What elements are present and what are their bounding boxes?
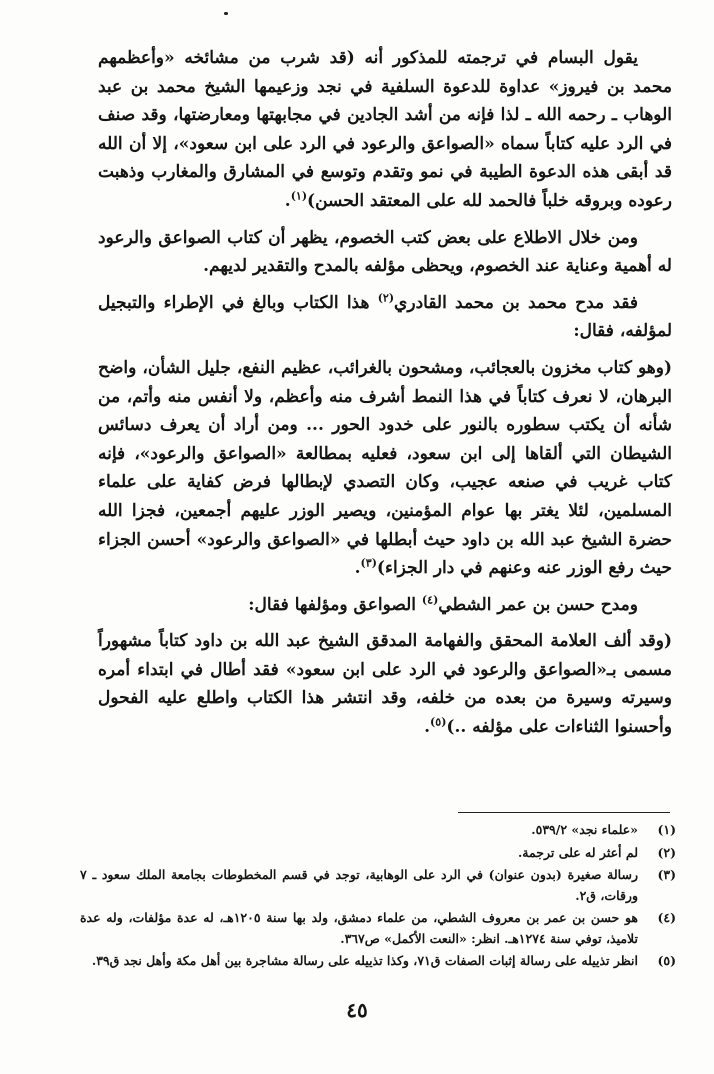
paragraph-4-text-before: ومدح حسن بن عمر الشطي — [438, 594, 638, 615]
main-text-block — [98, 44, 672, 750]
footnote-text: انظر تذييله على رسالة إثبات الصفات ق٧١، وكذا تذييله على رسالة مشاجرة بين أهل مكة وأهل نجد ق٣٩. — [91, 953, 638, 968]
footnote-number: (٤) — [657, 910, 676, 925]
paragraph-2-text: ومن خلال الاطلاع على بعض كتب الخصوم، يظهر أن كتاب الصواعق والرعود له أهمية وعناية عند الخصوم، ويحظى مؤلفه بالمدح والتقدير لديهم. — [98, 227, 672, 277]
footnote-number: (١) — [657, 822, 676, 837]
paragraph-4 — [98, 591, 672, 620]
footnote-number: (٣) — [657, 867, 676, 882]
footnote-separator — [458, 812, 670, 813]
paragraph-3 — [98, 289, 672, 346]
footnote-ref-2[interactable]: (٢) — [377, 291, 395, 305]
quote-1-end: . — [354, 558, 361, 579]
footnote-text: رسالة صغيرة (بدون عنوان) في الرد على الوهابية، توجد في قسم المخطوطات بجامعة الملك سعود ـ ٧ ورقات، ق٢. — [80, 867, 638, 903]
footnote — [80, 865, 676, 906]
paragraph-2 — [98, 224, 672, 281]
paragraph-3-text-after: هذا الكتاب وبالغ في الإطراء والتبجيل لمؤلفه، فقال: — [98, 292, 672, 342]
quote-2 — [98, 627, 672, 741]
paragraph-1-text: يقول البسام في ترجمته للمذكور أنه (قد شرب من مشائخه «وأعظمهم محمد بن فيروز» عداوة للدعوة السلفية في نجد وزعيمها الشيخ محمد بن عبد الوهاب ـ رحمه الله ـ لذا فإنه من أشد الجادين في مجابهتها ومعارضتها، وقد صنف في الرد عليه كتاباً سماه «الصواعق والرعود في الرد على ابن سعود»، إلا أن الله قد أبقى هذه الدعوة الطيبة في نمو وتقدم وتوسع في المشارق والمغارب وذهبت رعوده وبروقه خلباً فالحمد لله على المعتقد الحسن) — [98, 48, 672, 211]
footnote-text: هو حسن بن عمر بن معروف الشطي، من علماء دمشق، ولد بها سنة ١٢٠٥هـ، له عدة مؤلفات، وله عدة تلاميذ، توفي سنة ١٢٧٤هـ. انظر: «النعت الأكمل» ص٣٦٧. — [80, 910, 639, 946]
footnote-text: «علماء نجد» ٥٣٩/٢. — [531, 822, 638, 837]
footnote-number: (٥) — [657, 953, 676, 968]
header-dot-mark — [224, 12, 228, 15]
footnote-ref-3[interactable]: (٣) — [360, 556, 377, 570]
footnote — [80, 843, 676, 864]
footnotes — [80, 820, 676, 974]
paragraph-1-end: . — [284, 190, 291, 211]
footnote-number: (٢) — [657, 844, 676, 860]
footnote-ref-4[interactable]: (٤) — [421, 593, 439, 607]
footnote — [80, 820, 676, 841]
footnote — [80, 908, 676, 949]
footnote-ref-5[interactable]: (٥) — [430, 715, 447, 729]
footnote-ref-1[interactable]: (١) — [290, 189, 308, 203]
quote-2-end: . — [424, 717, 431, 738]
page-number: ٤٥ — [346, 998, 368, 1022]
footnote — [80, 951, 676, 972]
footnote-text: لم أعثر له على ترجمة. — [517, 844, 638, 860]
quote-1-text: (وهو كتاب مخزون بالعجائب، ومشحون بالغرائب، عظيم النفع، جليل الشأن، واضح البرهان، لا نعرف كتاباً في هذا النمط أشرف منه وأعظم، ولا أنفس منه وأتم، من شأنه أن يكتب سطوره بالنور على خدود الحور ... ومن أراد أن يعرف دسائس الشيطان التي ألقاها إلى ابن سعود، فعليه بمطالعة «الصواعق والرعود»، فإنه كتاب غريب في صنعه عجيب، وكان التصدي لإبطالها فرض كفاية على علماء المسلمين، لئلا يغتر بها عوام المؤمنين، ويصير الوزر عليهم أجمعين، فجزا الله حضرة الشيخ عبد الله بن داود حيث أبطلها في «الصواعق والرعود» أحسن الجزاء حيث رفع الوزر عنه وعنهم في دار الجزاء) — [98, 357, 672, 579]
paragraph-3-text-before: فقد مدح محمد بن محمد القادري — [394, 292, 638, 313]
quote-1 — [98, 354, 672, 583]
paragraph-1 — [98, 44, 672, 216]
quote-2-text: (وقد ألف العلامة المحقق والفهامة المدقق الشيخ عبد الله بن داود كتاباً مشهوراً مسمى بـ«الصواعق والرعود في الرد على ابن سعود» فقد أطال في ابتداء أمره وسيرته وسيرة من بعده من خلفه، وقد انتشر هذا الكتاب واطلع عليه الفحول وأحسنوا الثناءات على مؤلفه ..) — [98, 631, 672, 738]
paragraph-4-text-after: الصواعق ومؤلفها فقال: — [248, 594, 422, 615]
